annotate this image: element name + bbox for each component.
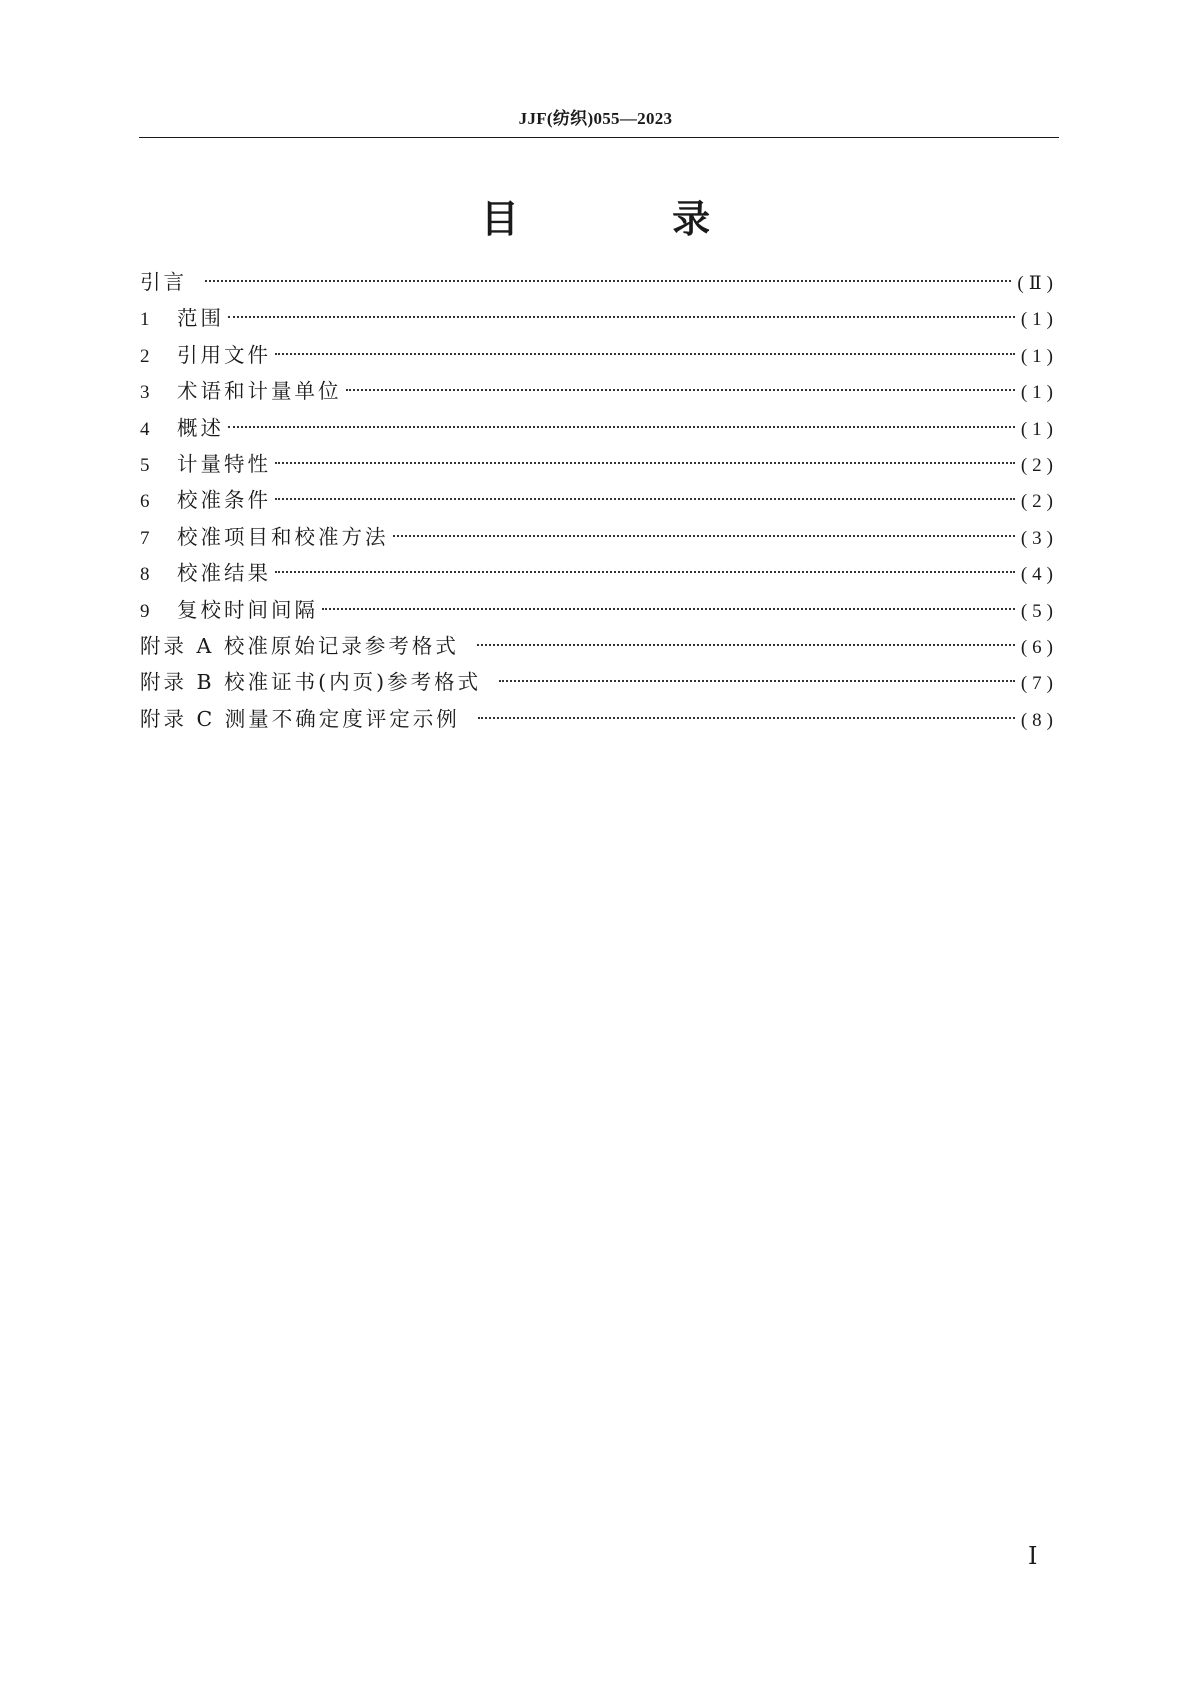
toc-entry-page: (1) [1020, 345, 1058, 367]
toc-entry-label: 校准条件 [177, 488, 271, 513]
toc-entry-page: (7) [1020, 673, 1058, 695]
page-number: Ⅰ [1028, 1544, 1038, 1570]
table-of-contents [140, 264, 1058, 737]
toc-entry[interactable] [140, 410, 1058, 446]
toc-entry-page: (1) [1020, 418, 1058, 440]
toc-entry[interactable] [140, 446, 1058, 482]
toc-entry[interactable] [140, 264, 1058, 300]
toc-entry-label: 术语和计量单位 [177, 379, 342, 404]
toc-entry-number: 8 [140, 564, 150, 586]
toc-entry-page: (6) [1020, 636, 1058, 658]
toc-entry-label: 计量特性 [177, 451, 271, 476]
toc-entry-page: (2) [1020, 491, 1058, 513]
toc-entry-label: 附录 B 校准证书(内页)参考格式 [140, 670, 482, 695]
toc-dot-leader [478, 717, 1015, 719]
toc-dot-leader [205, 280, 1011, 282]
toc-dot-leader [228, 426, 1015, 428]
toc-entry[interactable] [140, 592, 1058, 628]
toc-entry-label: 范围 [177, 306, 224, 331]
toc-entry-label: 校准项目和校准方法 [177, 524, 389, 549]
toc-entry[interactable] [140, 519, 1058, 555]
toc-entry-page: (3) [1020, 527, 1058, 549]
toc-dot-leader [322, 608, 1015, 610]
toc-entry[interactable] [140, 664, 1058, 700]
toc-entry-number: 2 [140, 345, 150, 367]
toc-dot-leader [228, 316, 1015, 318]
toc-dot-leader [275, 571, 1015, 573]
toc-dot-leader [275, 353, 1015, 355]
toc-entry-label: 引言 [140, 270, 187, 294]
toc-dot-leader [477, 644, 1015, 646]
header-divider [139, 137, 1059, 138]
toc-entry[interactable] [140, 628, 1058, 664]
toc-dot-leader [275, 498, 1015, 500]
toc-entry-number: 1 [140, 309, 150, 331]
toc-entry-page: (Ⅱ) [1017, 273, 1058, 294]
toc-entry-number: 6 [140, 491, 150, 513]
toc-entry-page: (5) [1020, 600, 1058, 622]
toc-dot-leader [393, 535, 1015, 537]
toc-entry[interactable] [140, 373, 1058, 409]
toc-entry[interactable] [140, 555, 1058, 591]
toc-entry[interactable] [140, 300, 1058, 336]
toc-dot-leader [346, 389, 1015, 391]
toc-entry-number: 9 [140, 600, 150, 622]
toc-entry-page: (8) [1020, 709, 1058, 731]
toc-entry-label: 校准结果 [177, 561, 271, 586]
toc-entry-label: 附录 A 校准原始记录参考格式 [140, 633, 459, 658]
toc-entry-page: (2) [1020, 454, 1058, 476]
toc-entry[interactable] [140, 701, 1058, 737]
toc-entry-number: 3 [140, 382, 150, 404]
toc-entry[interactable] [140, 482, 1058, 518]
toc-entry-page: (4) [1020, 564, 1058, 586]
toc-entry-number: 4 [140, 418, 150, 440]
toc-dot-leader [275, 462, 1015, 464]
standard-code-header: JJF(纺织)055—2023 [518, 109, 673, 128]
toc-entry-number: 7 [140, 527, 150, 549]
toc-entry-label: 复校时间间隔 [177, 597, 318, 622]
toc-entry[interactable] [140, 337, 1058, 373]
toc-entry-page: (1) [1020, 382, 1058, 404]
page-title: 目 录 [480, 197, 781, 241]
toc-entry-label: 概述 [177, 415, 224, 440]
toc-entry-number: 5 [140, 454, 150, 476]
toc-dot-leader [499, 680, 1015, 682]
toc-entry-page: (1) [1020, 309, 1058, 331]
toc-entry-label: 附录 C 测量不确定度评定示例 [140, 706, 460, 731]
toc-entry-label: 引用文件 [177, 342, 271, 367]
